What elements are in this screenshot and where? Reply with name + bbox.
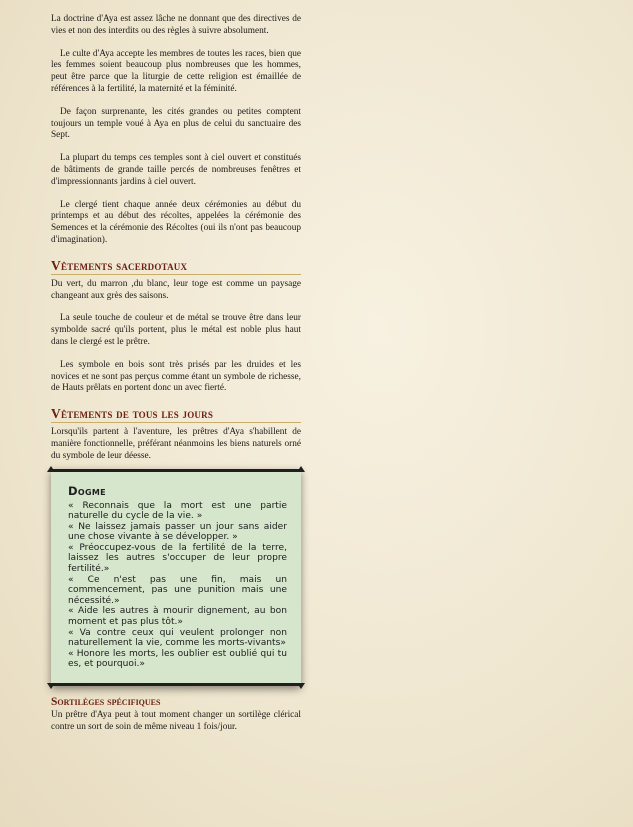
- intro-paragraph-2: Le culte d'Aya accepte les membres de toutes les races, bien que les femmes soient beaucoup plus nombreuses que les hommes, peut être parce que la liturgie de cette religion est émaillée de références à la fertilité, la maternité et la féminité.: [51, 48, 301, 94]
- box-corner-top-right: [297, 466, 305, 472]
- vestments-paragraph-2: La seule touche de couleur et de métal se trouve être dans leur symbolde sacré qu'ils portent, plus le métal est noble plus haut dans le clergé est le prêtre.: [51, 313, 301, 347]
- dogma-line-5: « Aide les autres à mourir dignement, au bon moment et pas plus tôt.»: [68, 606, 287, 628]
- dogma-box: [51, 469, 301, 687]
- vestments-paragraph-1: Du vert, du marron ,du blanc, leur toge est comme un paysage changeant aux grès des saisons.: [51, 278, 301, 301]
- heading-daily-clothing: Vêtements de tous les jours: [51, 406, 301, 423]
- specific-spells-paragraph: Un prêtre d'Aya peut à tout moment changer un sortilège clérical contre un sort de soin de même niveau 1 fois/jour.: [51, 710, 301, 732]
- intro-paragraph-5: Le clergé tient chaque année deux cérémonies au début du printemps et au début des récoltes, appelées la cérémonie des Semences et la cérémonie des Récoltes (oui ils n'ont pas beaucoup d'imagination).: [51, 199, 301, 245]
- dogma-line-6: « Va contre ceux qui veulent prolonger non naturellement la vie, comme les morts-vivants»: [68, 627, 287, 649]
- dogma-line-2: « Ne laissez jamais passer un jour sans aider une chose vivante à se développer. »: [68, 521, 287, 543]
- intro-paragraph-1: La doctrine d'Aya est assez lâche ne donnant que des directives de vies et non des interdits ou des règles à suivre absolument.: [51, 14, 301, 36]
- dogma-line-1: « Reconnais que la mort est une partie naturelle du cycle de la vie. »: [68, 500, 287, 522]
- heading-specific-spells: Sortilèges spécifiques: [51, 696, 161, 709]
- heading-vestments: Vêtements sacerdotaux: [51, 258, 301, 275]
- vestments-paragraph-3: Les symbole en bois sont très prisés par les druides et les novices et ne sont pas perçus comme étant un symbole de richesse, de Hauts prêlats en portent donc un avec fierté.: [51, 359, 301, 394]
- dogma-line-4: « Ce n'est pas une fin, mais un commencement, pas une punition mais une nécessité.»: [68, 574, 287, 606]
- spells-section: [51, 696, 301, 734]
- intro-paragraph-4: La plupart du temps ces temples sont à ciel ouvert et constitués de bâtiments de grande taille percés de nombreuses fenêtres et d'impressionnants jardins à ciel ouvert.: [51, 153, 301, 187]
- page-column: [51, 14, 301, 734]
- box-corner-bottom-right: [297, 683, 305, 689]
- intro-paragraph-3: De façon surprenante, les cités grandes ou petites comptent toujours un temple voué à Aya en plus de celui du sanctuaire des Sept.: [51, 106, 301, 141]
- dogma-line-3: « Préoccupez-vous de la fertilité de la terre, laissez les autres s'occuper de leur propre fertilité.»: [68, 542, 287, 575]
- dogma-title: Dogme: [68, 483, 106, 498]
- dogma-line-7: « Honore les morts, les oublier est oublié qui tu es, et pourquoi.»: [68, 648, 287, 670]
- box-corner-top-left: [47, 466, 55, 472]
- box-corner-bottom-left: [47, 683, 55, 689]
- daily-clothing-paragraph: Lorsqu'ils partent à l'aventure, les prêtres d'Aya s'habillent de manière fonctionnelle, préférant néanmoins les biens naturels orné du symbole de leur déesse.: [51, 427, 301, 461]
